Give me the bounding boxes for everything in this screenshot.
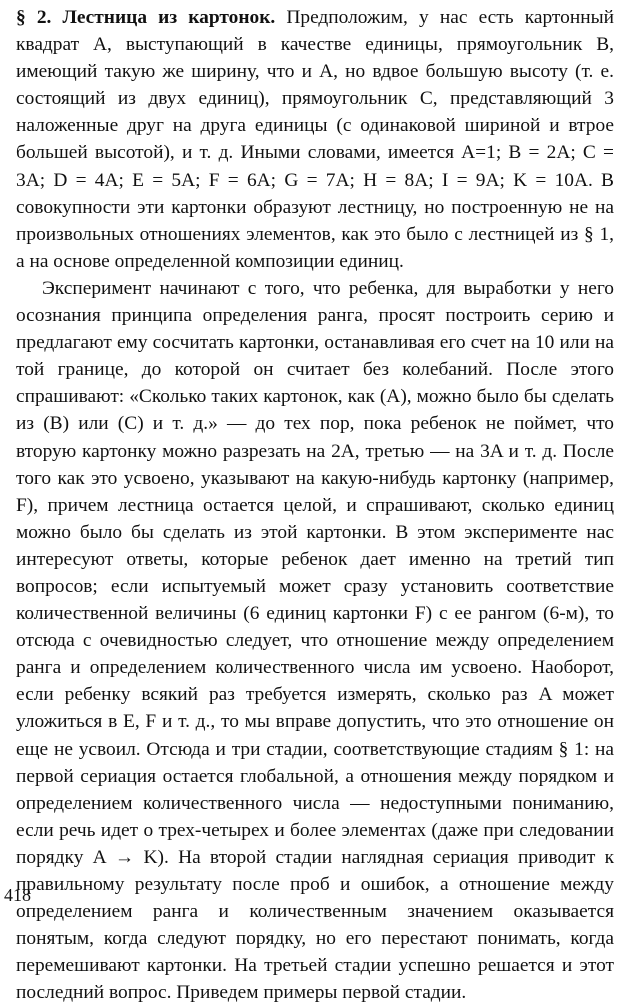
paragraph-1-text: Предположим, у нас есть картонный квадрат A, выступающий в качестве единицы, прямоугольник B, имеющий такую же ширину, что и A, но вдвое большую высоту (т. е. состоящий из двух единиц), прямоугольник C, представляющий 3 наложенные друг на друга единицы (с одинаковой шириной и втрое большей высотой), и т. д. Иными словами, имеется A=1; B = 2A; C = 3A; D = 4A; E = 5A; F = 6A; G = 7A; H = 8A; I = 9A; K = 10A. В совокупности эти картонки образуют лестницу, но построенную не на произвольных отношениях элементов, как это было с лестницей из § 1, а на основе определенной композиции единиц. <box>16 7 614 272</box>
paragraph-2-text: Эксперимент начинают с того, что ребенка, для выработки у него осознания принципа определения ранга, просят построить серию и предлагают ему сосчитать картонки, останавливая его счет на 10 или на той границе, до которой он считает без колебаний. После этого спрашивают: «Сколько таких картонок, как (A), можно было бы сделать из (B) или (C) и т. д.» — до тех пор, пока ребенок не поймет, что вторую картонку можно разрезать на 2A, третью — на 3A и т. д. После того как это усвоено, указывают на какую-нибудь картонку (например, F), причем лестница остается целой, и спрашивают, сколько единиц можно было бы сделать из этой картонки. В этом эксперименте нас интересуют ответы, которые ребенок дает именно на третий тип вопросов; если испытуемый может сразу установить соответствие количественной величины (6 единиц картонки F) с ее рангом (6-м), то отсюда с очевидностью следует, что отношение между определением ранга и определением количественного числа им усвоено. Наоборот, если ребенку всякий раз требуется измерять, сколько раз A может уложиться в E, F и т. д., то мы вправе допустить, что это отношение он еще не усвоил. Отсюда и три стадии, соответствующие стадиям § 1: на первой сериация остается глобальной, а отношения между порядком и определением количественного числа — недоступными пониманию, если речь идет о трех-четырех и более элементах (даже при следовании порядку A → K). На второй стадии наглядная сериация приводит к правильному результату после проб и ошибок, а отношение между определением ранга и количественным значением оказывается понятым, когда следуют порядку, но его перестают понимать, когда перемешивают картонки. На третьей стадии успешно решается и этот последний вопрос. Приведем примеры первой стадии. <box>16 277 614 1004</box>
section-heading: § 2. Лестница из картонок. <box>16 7 276 28</box>
paragraph-1 <box>16 4 614 275</box>
body-text <box>16 4 614 1006</box>
paragraph-2 <box>16 275 614 1006</box>
page-number: 418 <box>4 885 31 905</box>
